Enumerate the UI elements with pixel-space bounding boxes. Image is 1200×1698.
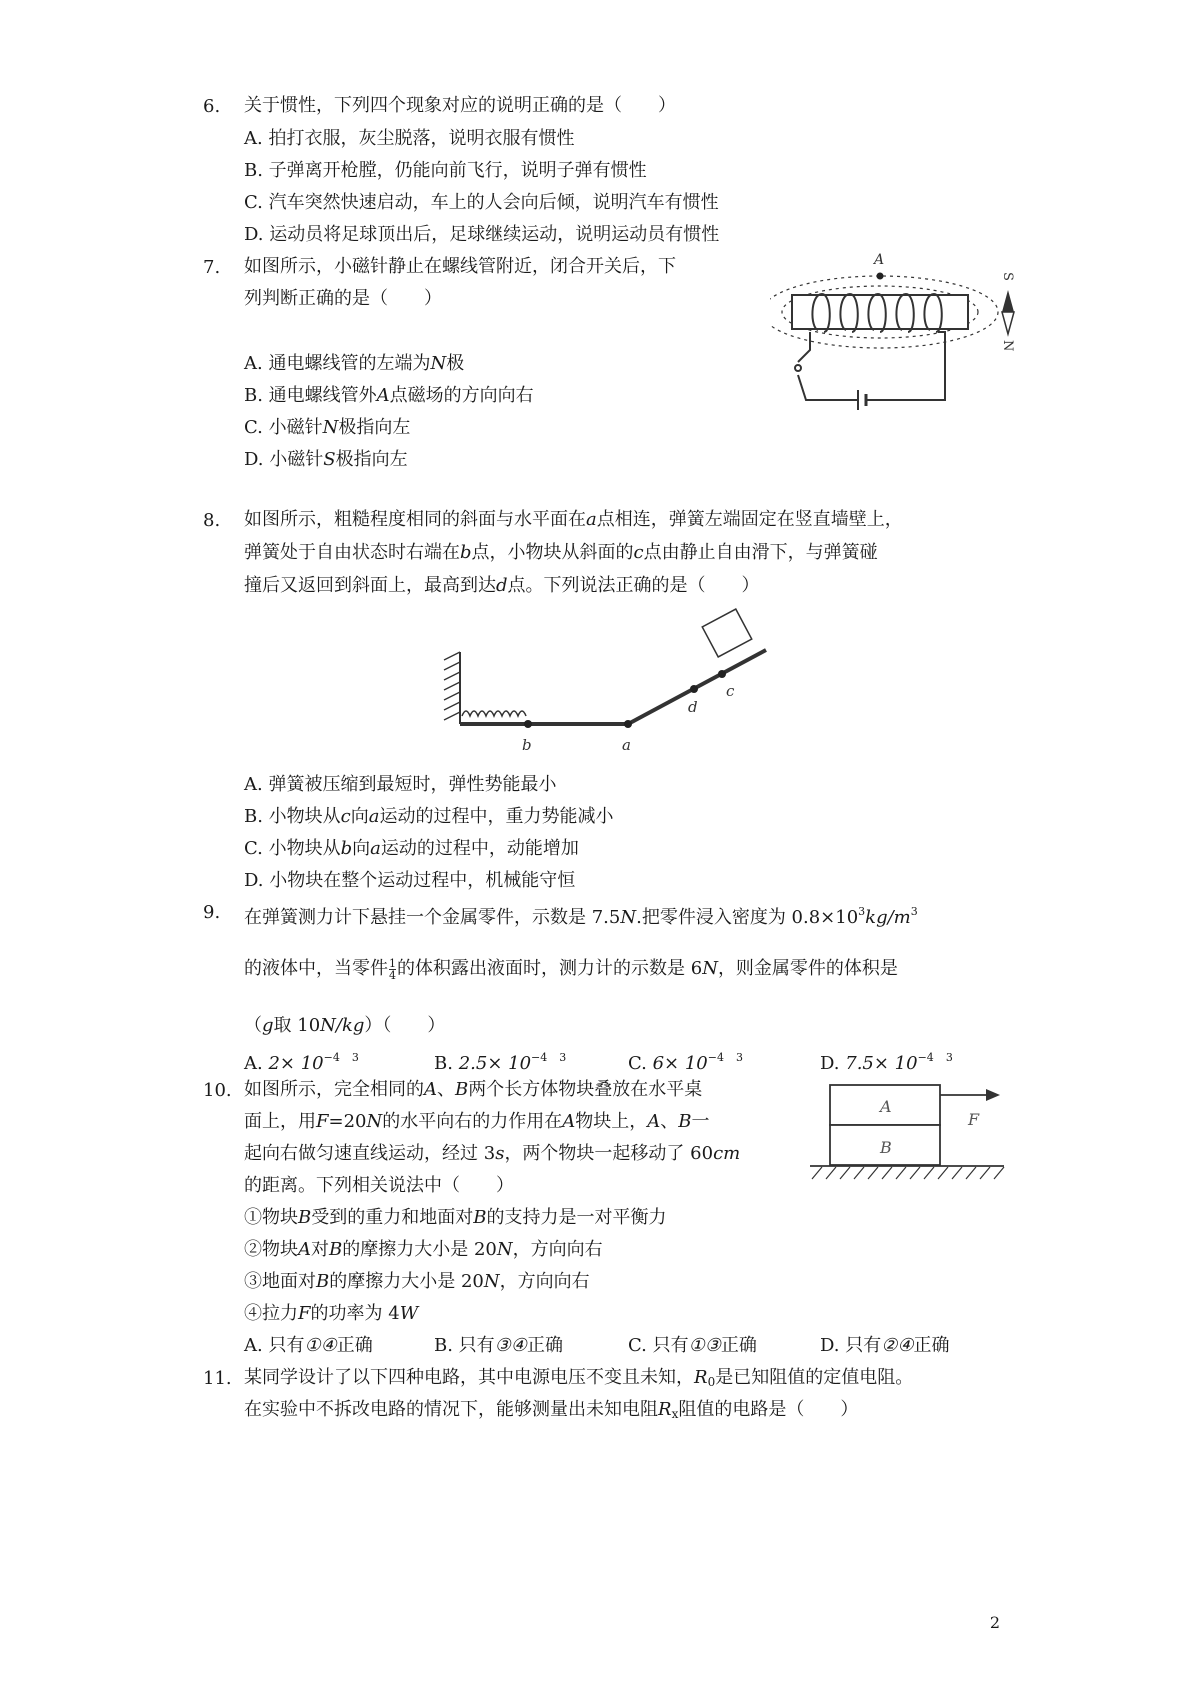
q9-option-c[interactable]: C. $6\times 10^{-4}$ $^3$ <box>628 1051 743 1074</box>
q8-option-a[interactable]: A. 弹簧被压缩到最短时，弹性势能最小 <box>244 774 557 795</box>
q9-option-b[interactable]: B. $2.5\times 10^{-4}$ $^3$ <box>434 1051 567 1074</box>
label-block-b: B <box>880 1138 892 1157</box>
q10-option-d[interactable]: D. 只有②④正确 <box>820 1335 950 1356</box>
q7-stem-line1: 如图所示，小磁针静止在螺线管附近，闭合开关后，下 <box>244 256 676 277</box>
compass-needle <box>1002 290 1014 334</box>
q8-stem-line2: 弹簧处于自由状态时右端在b点，小物块从斜面的c点由静止自由滑下，与弹簧碰 <box>244 542 878 563</box>
q10-option-c[interactable]: C. 只有①③正确 <box>628 1335 757 1356</box>
label-a: a <box>622 736 631 754</box>
q10-stem-line3: 起向右做匀速直线运动，经过 3s，两个物块一起移动了 60cm <box>244 1143 741 1164</box>
q10-statement-3: ③地面对B的摩擦力大小是 20N，方向向右 <box>244 1271 590 1292</box>
q9-number: 9. <box>203 902 221 923</box>
q8-stem-line1: 如图所示，粗糙程度相同的斜面与水平面在a点相连，弹簧左端固定在竖直墙壁上， <box>244 509 903 530</box>
q9-line3: （g取 10N/kg）（ ） <box>244 1015 446 1036</box>
q8-option-c[interactable]: C. 小物块从b向a运动的过程中，动能增加 <box>244 838 579 859</box>
q6-option-c[interactable]: C. 汽车突然快速启动，车上的人会向后倾，说明汽车有惯性 <box>244 192 719 213</box>
label-block-a: A <box>880 1097 892 1116</box>
q10-blocks-figure <box>808 1075 1008 1205</box>
point-a-dot <box>877 273 884 280</box>
q11-line1: 某同学设计了以下四种电路，其中电源电压不变且未知，$R_0$是已知阻值的定值电阻。 <box>244 1367 914 1389</box>
wire-right <box>866 332 945 400</box>
q10-option-a[interactable]: A. 只有①④正确 <box>244 1335 373 1356</box>
q8-number: 8. <box>203 510 221 531</box>
wire-left <box>798 332 810 362</box>
force-arrow-head <box>986 1089 1000 1101</box>
q10-statement-4: ④拉力F的功率为 4W <box>244 1303 419 1324</box>
point-b-dot <box>524 720 532 728</box>
q8-incline-figure <box>440 608 780 758</box>
q7-solenoid-figure <box>770 250 1020 425</box>
q6-option-d[interactable]: D. 运动员将足球顶出后，足球继续运动，说明运动员有惯性 <box>244 224 720 245</box>
q6-number: 6. <box>203 96 221 117</box>
q10-number: 10. <box>203 1080 232 1101</box>
q11-number: 11. <box>203 1368 232 1389</box>
q9-option-d[interactable]: D. $7.5\times 10^{-4}$ $^3$ <box>820 1051 953 1074</box>
q7-stem-line2: 列判断正确的是（ ） <box>244 288 442 309</box>
wall-hatching <box>444 652 460 720</box>
point-a-dot <box>624 720 632 728</box>
q10-option-b[interactable]: B. 只有③④正确 <box>434 1335 563 1356</box>
label-s: S <box>1000 272 1015 281</box>
table-hatching <box>812 1167 1004 1179</box>
point-c-dot <box>718 670 726 678</box>
label-n: N <box>1000 340 1015 352</box>
q10-statement-2: ②物块A对B的摩擦力大小是 20N，方向向右 <box>244 1239 603 1260</box>
q7-option-a[interactable]: A. 通电螺线管的左端为N极 <box>244 353 465 374</box>
q10-stem-line1: 如图所示，完全相同的A、B两个长方体物块叠放在水平桌 <box>244 1079 703 1100</box>
q7-option-b[interactable]: B. 通电螺线管外A点磁场的方向向右 <box>244 385 534 406</box>
q6-option-b[interactable]: B. 子弹离开枪膛，仍能向前飞行，说明子弹有惯性 <box>244 160 647 181</box>
label-force-f: F <box>968 1110 980 1129</box>
q9-line2: 的液体中，当零件 $\frac{1}{4}$ 的体积露出液面时，测力计的示数是 6N，则金属零件的体积是 <box>244 956 898 982</box>
q7-number: 7. <box>203 257 221 278</box>
q11-line2: 在实验中不拆改电路的情况下，能够测量出未知电阻$R_x$阻值的电路是（ ） <box>244 1399 859 1421</box>
q7-option-c[interactable]: C. 小磁针N极指向左 <box>244 417 411 438</box>
point-d-dot <box>690 685 698 693</box>
fraction-one-quarter: $\frac{1}{4}$ <box>389 956 396 982</box>
wire-bottom-left <box>798 375 858 400</box>
label-b: b <box>522 736 532 754</box>
switch-terminal <box>795 365 801 371</box>
label-d: d <box>688 698 698 716</box>
label-c: c <box>726 682 735 700</box>
q9-option-a[interactable]: A. $2\times 10^{-4}$ $^3$ <box>244 1051 359 1074</box>
q7-option-d[interactable]: D. 小磁针S极指向左 <box>244 449 408 470</box>
label-a: A <box>874 252 885 268</box>
page-number: 2 <box>989 1613 1000 1632</box>
spring <box>462 711 526 716</box>
q10-stem-line4: 的距离。下列相关说法中（ ） <box>244 1175 514 1196</box>
q10-statement-1: ①物块B受到的重力和地面对B的支持力是一对平衡力 <box>244 1207 667 1228</box>
q6-option-a[interactable]: A. 拍打衣服，灰尘脱落，说明衣服有惯性 <box>244 128 575 149</box>
q8-option-b[interactable]: B. 小物块从c向a运动的过程中，重力势能减小 <box>244 806 614 827</box>
q6-stem: 关于惯性，下列四个现象对应的说明正确的是（ ） <box>244 95 676 116</box>
q9-line1: 在弹簧测力计下悬挂一个金属零件，示数是 7.5N.把零件浸入密度为 $0.8\times 10^3kg/m^3$ <box>244 905 918 928</box>
q10-stem-line2: 面上，用F=20N的水平向右的力作用在A物块上，A、B一 <box>244 1111 710 1132</box>
q8-stem-line3: 撞后又返回到斜面上，最高到达d点。下列说法正确的是（ ） <box>244 575 760 596</box>
q8-option-d[interactable]: D. 小物块在整个运动过程中，机械能守恒 <box>244 870 576 891</box>
block <box>702 609 752 657</box>
